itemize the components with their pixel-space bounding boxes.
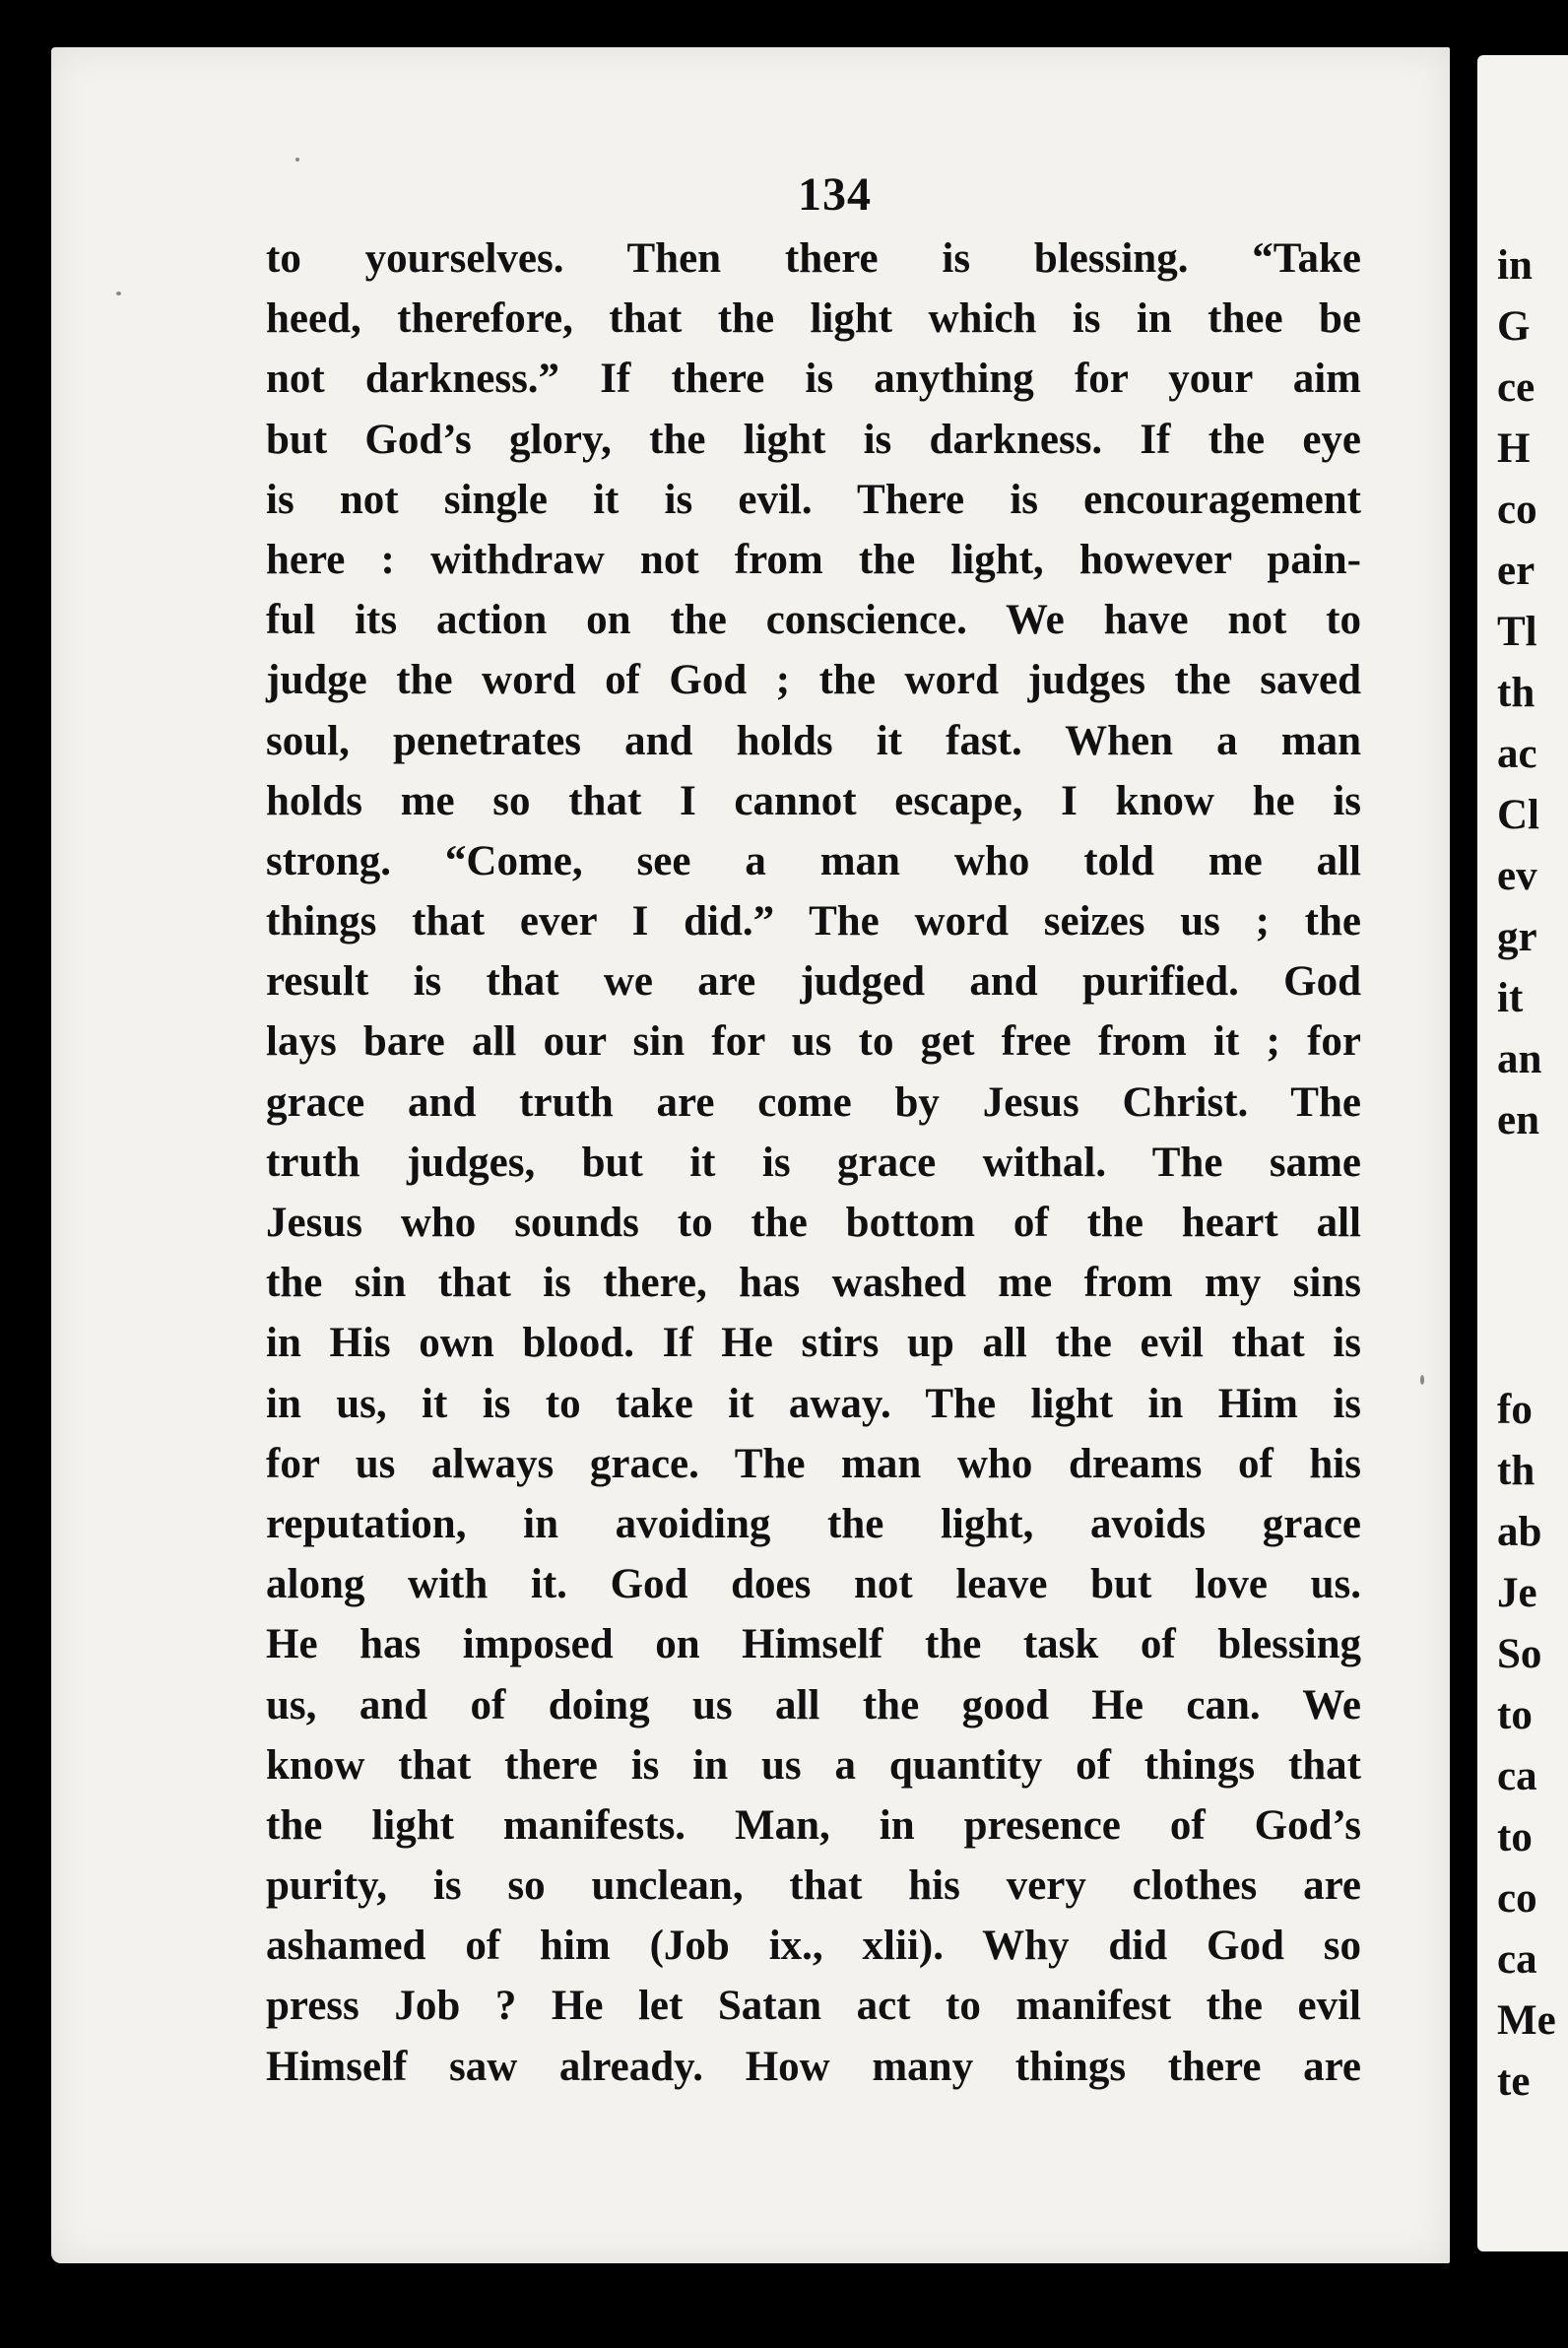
facing-page-fragment: co xyxy=(1497,1875,1537,1922)
facing-page-fragment: an xyxy=(1497,1036,1542,1082)
facing-page-fragment: Cl xyxy=(1497,792,1539,838)
facing-page-fragment: So xyxy=(1497,1631,1542,1677)
facing-page-fragment: co xyxy=(1497,487,1537,533)
text-line: grace and truth are come by Jesus Christ. The xyxy=(266,1078,1361,1126)
text-line: but God’s glory, the light is darkness. If the eye xyxy=(266,416,1361,463)
facing-page-fragment: th xyxy=(1497,1448,1535,1494)
text-line: reputation, in avoiding the light, avoids grace xyxy=(266,1500,1361,1547)
body-text xyxy=(266,228,1361,2097)
text-line: judge the word of God ; the word judges the saved xyxy=(266,657,1361,704)
text-line: us, and of doing us all the good He can. We xyxy=(266,1681,1361,1728)
text-line: Himself saw already. How many things there are xyxy=(266,2043,1361,2090)
facing-page-fragment: en xyxy=(1497,1097,1539,1143)
facing-page-fragment: er xyxy=(1497,548,1535,594)
text-line: the light manifests. Man, in presence of God’s xyxy=(266,1801,1361,1849)
facing-page-fragment: it xyxy=(1497,975,1524,1021)
facing-page-fragment: to xyxy=(1497,1814,1533,1860)
facing-page-fragment: to xyxy=(1497,1692,1533,1738)
facing-page-fragment: gr xyxy=(1497,914,1537,960)
facing-page-fragment: th xyxy=(1497,670,1535,716)
text-line: the sin that is there, has washed me from my sins xyxy=(266,1260,1361,1307)
text-line: to yourselves. Then there is blessing. “Take xyxy=(266,235,1361,282)
text-line: not darkness.” If there is anything for your aim xyxy=(266,356,1361,403)
text-line: result is that we are judged and purified. God xyxy=(266,958,1361,1006)
text-line: in us, it is to take it away. The light in Him is xyxy=(266,1380,1361,1427)
facing-page-fragment: G xyxy=(1497,303,1531,350)
scan-speck xyxy=(295,158,299,162)
text-line: soul, penetrates and holds it fast. When a man xyxy=(266,717,1361,764)
text-line: Jesus who sounds to the bottom of the heart all xyxy=(266,1200,1361,1246)
text-line: here : withdraw not from the light, however pain- xyxy=(266,536,1361,583)
facing-page-fragment: Tl xyxy=(1497,609,1537,655)
facing-page-fragment: H xyxy=(1497,425,1531,472)
text-line: things that ever I did.” The word seizes us ; the xyxy=(266,898,1361,946)
text-line: heed, therefore, that the light which is in thee be xyxy=(266,295,1361,343)
facing-page-fragment: ab xyxy=(1497,1509,1542,1555)
facing-page-fragment: Me xyxy=(1497,1997,1556,2044)
facing-page-fragment: ce xyxy=(1497,364,1535,411)
scan-speck xyxy=(1420,1375,1424,1385)
facing-page-fragment: ev xyxy=(1497,853,1537,899)
text-line: in His own blood. If He stirs up all the evil that is xyxy=(266,1320,1361,1367)
facing-page-fragment: fo xyxy=(1497,1387,1533,1433)
text-line: along with it. God does not leave but love us. xyxy=(266,1561,1361,1608)
text-line: He has imposed on Himself the task of blessing xyxy=(266,1621,1361,1668)
text-line: press Job ? He let Satan act to manifest the evil xyxy=(266,1983,1361,2030)
facing-page-fragment: ca xyxy=(1497,1753,1537,1799)
text-line: know that there is in us a quantity of things that xyxy=(266,1741,1361,1789)
text-line: is not single it is evil. There is encouragement xyxy=(266,476,1361,523)
text-line: truth judges, but it is grace withal. The same xyxy=(266,1139,1361,1186)
facing-page-fragment: ca xyxy=(1497,1936,1537,1983)
text-line: purity, is so unclean, that his very clothes are xyxy=(266,1862,1361,1910)
scan-speck xyxy=(116,292,121,295)
facing-page-fragment: Je xyxy=(1497,1570,1537,1616)
text-line: holds me so that I cannot escape, I know he is xyxy=(266,777,1361,824)
facing-page-fragment: ac xyxy=(1497,731,1537,777)
page-number: 134 xyxy=(798,168,872,221)
text-line: ashamed of him (Job ix., xlii). Why did God so xyxy=(266,1923,1361,1970)
text-line: lays bare all our sin for us to get free from it ; for xyxy=(266,1018,1361,1066)
text-line: for us always grace. The man who dreams of his xyxy=(266,1440,1361,1487)
text-line: strong. “Come, see a man who told me all xyxy=(266,837,1361,884)
facing-page-fragment: in xyxy=(1497,242,1533,289)
facing-page-fragment: te xyxy=(1497,2058,1531,2105)
text-line: ful its action on the conscience. We have not to xyxy=(266,597,1361,644)
